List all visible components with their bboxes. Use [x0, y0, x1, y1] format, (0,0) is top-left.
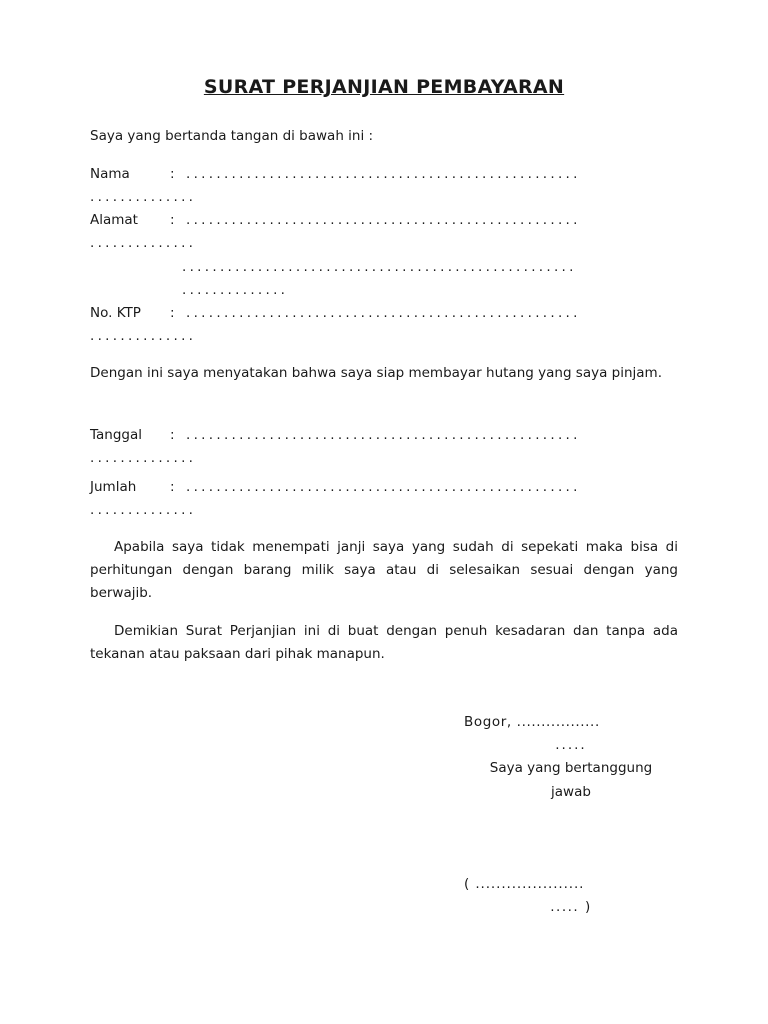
nama-colon: : [170, 166, 175, 182]
statement-text: Dengan ini saya menyatakan bahwa saya siap membayar hutang yang saya pinjam. [90, 365, 663, 381]
tanggal-dots-cont: .............. [90, 450, 197, 466]
paragraph-closing: Demikian Surat Perjanjian ini di buat dengan penuh kesadaran dan tanpa ada tekanan atau paksaan dari pihak manapun. [90, 623, 678, 662]
document-title: SURAT PERJANJIAN PEMBAYARAN [203, 76, 565, 98]
alamat-dots-cont: .............. [90, 235, 197, 251]
signature-place-date: Bogor, ................. [464, 714, 600, 730]
tanggal-dots: .................................................... [186, 427, 581, 443]
alamat-dots-line2: .................................................... [182, 259, 577, 275]
signature-date-cont: ..... [555, 737, 587, 753]
signature-name-close: ..... ) [550, 899, 592, 915]
signature-role-line2: jawab [551, 784, 591, 800]
nama-label: Nama [90, 166, 130, 182]
signature-role-line1: Saya yang bertanggung [489, 760, 653, 776]
jumlah-colon: : [170, 479, 175, 495]
ktp-dots-cont: .............. [90, 328, 197, 344]
nama-dots-cont: .............. [90, 189, 197, 205]
tanggal-colon: : [170, 427, 175, 443]
alamat-label: Alamat [90, 212, 138, 228]
alamat-colon: : [170, 212, 175, 228]
paragraph-consequence: Apabila saya tidak menempati janji saya yang sudah di sepekati maka bisa di perhitungan dengan barang milik saya atau di selesaikan sesuai dengan yang berwajib. [90, 539, 678, 601]
jumlah-dots: .................................................... [186, 479, 581, 495]
ktp-colon: : [170, 305, 175, 321]
ktp-label: No. KTP [90, 305, 141, 321]
jumlah-label: Jumlah [90, 479, 137, 495]
tanggal-label: Tanggal [90, 427, 143, 443]
alamat-dots-line2-cont: .............. [182, 282, 289, 298]
signature-name-open: ( ..................... [464, 876, 585, 892]
intro-text: Saya yang bertanda tangan di bawah ini : [90, 128, 374, 144]
nama-dots: .................................................... [186, 166, 581, 182]
alamat-dots: .................................................... [186, 212, 581, 228]
jumlah-dots-cont: .............. [90, 502, 197, 518]
ktp-dots: .................................................... [186, 305, 581, 321]
